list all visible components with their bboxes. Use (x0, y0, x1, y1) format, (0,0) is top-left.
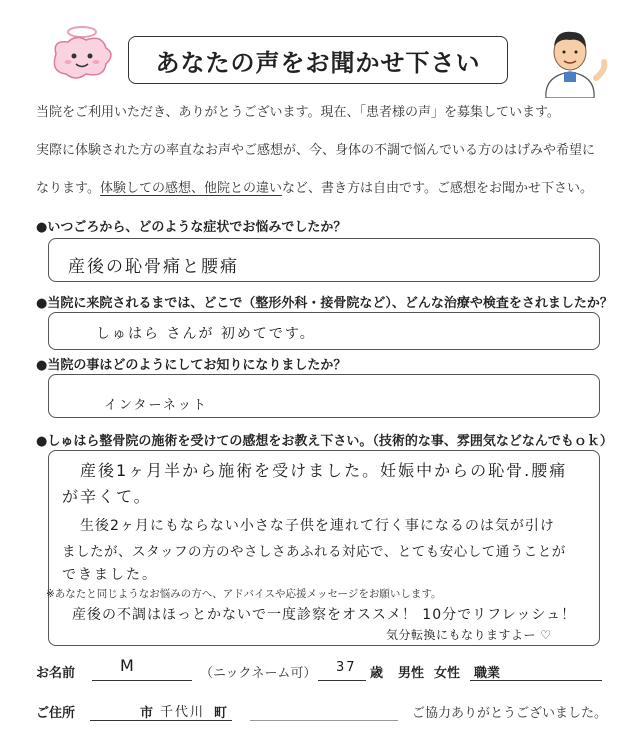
age-line (318, 680, 366, 681)
town-unit: 町 (214, 706, 228, 721)
question-4: ●しゅはら整骨院の施術を受けての感想をお教え下さい。（技術的な事、雰囲気などなんでもｏｋ） (36, 434, 613, 449)
answer-2: しゅはら さんが 初めてです。 (96, 326, 316, 342)
address-label: ご住所 (36, 706, 76, 721)
thanks-message: ご協力ありがとうございました。 (412, 706, 608, 721)
job-line (470, 680, 602, 681)
address-line (90, 720, 232, 721)
town-value: 千代川 (160, 705, 206, 720)
intro-line-3c: など、書き方は自由です。ご感想をお聞かせ下さい。 (281, 181, 593, 196)
answer-1: 産後の恥骨痛と腰痛 (68, 257, 239, 277)
intro-emphasis: 体験しての感想、他院との違い (99, 181, 282, 196)
city-unit: 市 (140, 706, 154, 721)
answer-3: インターネット (104, 398, 208, 413)
page-title: あなたの声をお聞かせ下さい (128, 36, 508, 84)
gender-male: 男性 (398, 666, 425, 681)
advice-note: ※あなたと同じようなお悩みの方へ、アドバイスや応援メッセージをお願いします。 (46, 588, 442, 600)
intro-line-3a: なります。 (36, 181, 100, 196)
answer-4-line-1: 産後1ヶ月半から施術を受けました。妊娠中からの恥骨.腰痛 (80, 461, 568, 480)
job-label: 職業 (474, 666, 501, 681)
answer-4-line-5: できました。 (62, 567, 158, 583)
doctor-illustration (520, 18, 620, 98)
question-2: ●当院に来院されるまでは、どこで（整形外科・接骨院など）、どんな治療や検査をされましたか？ (36, 296, 613, 311)
answer-4-line-4: ましたが、スタッフの方のやさしさあふれる対応で、とても安心して通うことが (62, 544, 566, 560)
intro-line-2: 実際に体験された方の率直なお声やご感想が、今、身体の不調で悩んでいる方のはげみや希望に (36, 143, 596, 158)
question-1: ●いつごろから、どのような症状でお悩みでしたか？ (36, 220, 347, 235)
age-unit: 歳 (370, 666, 384, 681)
answer-4-line-3: 生後2ヶ月にもならない小さな子供を連れて行く事になるのは気が引け (80, 518, 555, 534)
name-label: お名前 (36, 666, 76, 681)
advice-message-line-2: 気分転換にもなりますよー ♡ (386, 628, 552, 642)
mascot-illustration (42, 20, 122, 84)
name-value: M (120, 656, 136, 675)
intro-line-1: 当院をご利用いただき、ありがとうございます。現在、「患者様の声」を募集しています。 (36, 105, 560, 120)
intro-line-3 (36, 177, 593, 196)
address-line-extra (250, 720, 398, 721)
age-value: 37 (336, 660, 357, 675)
name-line (92, 680, 192, 681)
nickname-note: （ニックネーム可） (200, 666, 317, 681)
question-3: ●当院の事はどのようにしてお知りになりましたか？ (36, 358, 347, 373)
answer-4-line-2: が辛くて。 (62, 487, 152, 506)
advice-message-line-1: 産後の不調はほっとかないで一度診察をオススメ！ 10分でリフレッシュ！ (72, 607, 577, 623)
gender-female: 女性 (434, 666, 461, 681)
